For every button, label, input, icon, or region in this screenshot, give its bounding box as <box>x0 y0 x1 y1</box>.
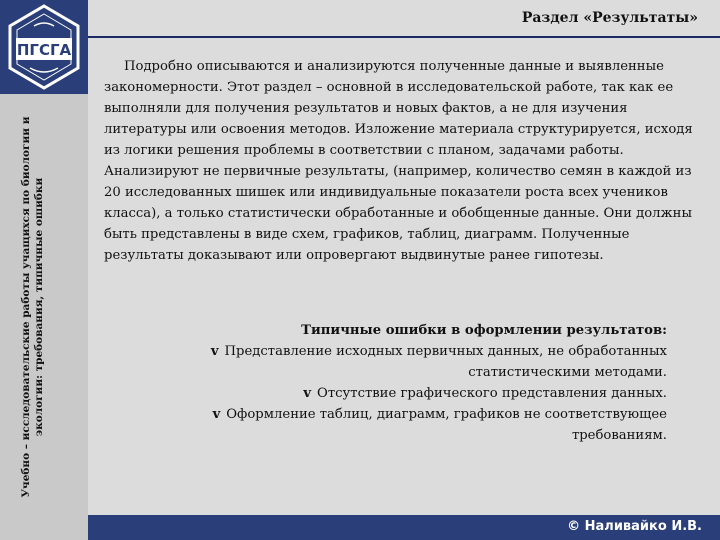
list-item: v Представление исходных первичных данных, не обработанных статистическими методами. <box>210 344 667 380</box>
header-divider <box>88 36 720 38</box>
check-bullet-icon: v <box>212 407 221 422</box>
check-bullet-icon: v <box>210 344 219 359</box>
footer-bar <box>88 515 720 540</box>
body-paragraph-text: Подробно описываются и анализируются полученные данные и выявленные закономерности. Этот раздел – основной в исследовательской работе, так как ее выполняли для получения результатов и новых фактов, а не для изучения литературы или освоения методов. Изложение материала структурируется, исходя из логики решения проблемы в соответствии с планом, задачами работы. Анализируют не первичные результаты, (например, количество семян в каждой из 20 исследованных шишек или индивидуальные показатели роста всех учеников класса), а только статистически обработанные и обобщенные данные. Они должны быть представлены в виде схем, графиков, таблиц, диаграмм. Полученные результаты доказывают или опровергают выдвинутые ранее гипотезы. <box>104 59 693 263</box>
side-caption: Учебно – исследовательские работы учащихся по биологии и экологии: требования, типичные ошибки <box>20 116 45 498</box>
page-title: Раздел «Результаты» <box>521 10 698 26</box>
check-bullet-icon: v <box>303 386 312 401</box>
university-shield-logo <box>4 2 84 92</box>
logo-text: ПГСГА <box>16 41 72 59</box>
body-paragraph <box>104 56 704 266</box>
typical-errors <box>145 320 667 446</box>
list-item: v Оформление таблиц, диаграмм, графиков не соответствующее требованиям. <box>212 407 667 443</box>
errors-title: Типичные ошибки в оформлении результатов: <box>301 323 667 338</box>
copyright: © Наливайко И.В. <box>567 519 702 534</box>
logo <box>0 0 88 94</box>
list-item: v Отсутствие графического представления данных. <box>303 386 667 401</box>
